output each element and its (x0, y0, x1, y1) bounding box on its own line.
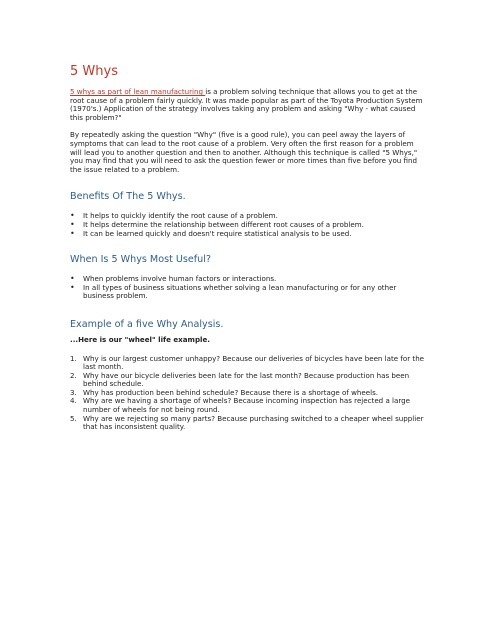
useful-list (70, 275, 425, 301)
list-item (70, 230, 425, 239)
list-item (70, 372, 425, 389)
list-item-text: Why have our bicycle deliveries been late for the last month? Because production has been behind schedule. (83, 370, 410, 389)
list-item (70, 284, 425, 301)
page-title: 5 Whys (70, 64, 118, 79)
list-item-text: Why are we having a shortage of wheels? Because incoming inspection has rejected a large number of wheels for not being round. (83, 396, 411, 415)
lean-manufacturing-link[interactable]: 5 whys as part of lean manufacturing (70, 87, 206, 96)
bullet-icon: • (70, 274, 75, 284)
list-number: 5. (70, 413, 77, 423)
list-item-text: It helps determine the relationship between different root causes of a problem. (83, 219, 364, 229)
list-item-text: Why has production been behind schedule? Because there is a shortage of wheels. (83, 387, 379, 397)
list-item (70, 415, 425, 432)
bullet-icon: • (70, 211, 75, 221)
benefits-list (70, 212, 425, 238)
list-number: 2. (70, 370, 77, 380)
list-item-text: It can be learned quickly and doesn't require statistical analysis to be used. (83, 228, 352, 238)
intro-paragraph (70, 88, 425, 122)
list-item-text: When problems involve human factors or interactions. (83, 274, 277, 284)
benefits-heading: Benefits Of The 5 Whys. (70, 191, 186, 203)
list-number: 1. (70, 353, 77, 363)
list-item (70, 355, 425, 372)
intro-text: is a problem solving technique that allows you to get at the root cause of a problem fairly quickly. It was made popular as part of the Toyota Production System (1970's.) Application of the strategy involves taking any problem and asking "Why - what caused this problem?" (70, 87, 423, 122)
list-item-text: It helps to quickly identify the root cause of a problem. (83, 211, 278, 221)
bullet-icon: • (70, 282, 75, 292)
list-number: 4. (70, 396, 77, 406)
list-number: 3. (70, 387, 77, 397)
list-item-text: Why are we rejecting so many parts? Because purchasing switched to a cheaper wheel supplier that has inconsistent quality. (83, 413, 424, 432)
example-subheading: ...Here is our "wheel" life example. (70, 334, 210, 344)
list-item-text: In all types of business situations whether solving a lean manufacturing or for any other business problem. (83, 282, 397, 301)
body-paragraph: By repeatedly asking the question "Why" (five is a good rule), you can peel away the layers of symptoms that can lead to the root cause of a problem. Very often the first reason for a problem will lead you to another question and then to another. Although this technique is called "5 Whys," you may find that you will need to ask the question fewer or more times than five before you find the issue related to a problem. (70, 130, 418, 174)
list-item (70, 397, 425, 414)
useful-heading: When Is 5 Whys Most Useful? (70, 254, 212, 266)
list-item-text: Why is our largest customer unhappy? Because our deliveries of bicycles have been late for the last month. (83, 353, 425, 372)
example-list (70, 355, 425, 432)
bullet-icon: • (70, 228, 75, 238)
bullet-icon: • (70, 219, 75, 229)
example-heading: Example of a five Why Analysis. (70, 318, 224, 330)
